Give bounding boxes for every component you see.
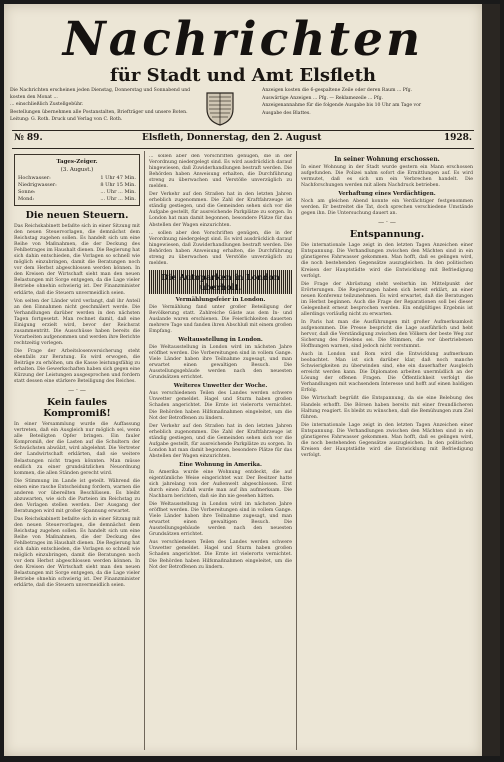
info-line: Anzeigen kosten die 6-gespaltene Zeile oder deren Raum ... Pfg. <box>262 88 412 93</box>
article-text: Das Reichskabinett befaßte sich in einer Sitzung mit den neuen Steuervorlagen, die demnächst dem Reichstag zugehen sollen. Es handelt sich um eine Reihe von Maßnahmen, die der Deckung des Fehlbetrages im Haushalt dienen. Die Regierung hat sich dahin entschieden, die Vorlagen so schnell wie möglich einzubringen, damit die Beratungen noch vor dem Herbst abgeschlossen werden können. In den Kreisen der Wirtschaft sieht man den neuen Belastungen mit Sorge entgegen, da die Lage vieler Betriebe ohnehin schwierig ist. Der Finanzminister erklärte, daß die Steuern unvermeidlich seien. <box>14 224 140 296</box>
tides-label: Mond: <box>18 196 35 202</box>
page-binding <box>482 4 500 756</box>
masthead-subtitle: für Stadt und Amt Elsfleth <box>110 65 376 86</box>
tides-label: Hochwasser: <box>18 175 51 181</box>
tides-label: Sonne: <box>18 189 36 195</box>
article-text: Die Weltausstellung in London wird im nächsten Jahre eröffnet werden. Die Vorbereitungen sind in vollem Gange. Viele Länder haben ihre Teilnahme zugesagt, und man erwartet einen gewaltigen Besuch. Die Ausstellungsgebäude werden nach den neuesten Grundsätzen errichtet. <box>149 345 292 381</box>
tides-subtitle: (3. August.) <box>60 167 94 173</box>
town-crest-icon <box>205 91 235 127</box>
article-text: Die internationale Lage zeigt in den letzten Tagen Anzeichen einer Entspannung. Die Verhandlungen zwischen den Mächten sind in ein günstigeres Fahrwasser gekommen. Man hofft, daß es gelingen wird, die noch bestehenden Gegensätze auszugleichen. In den politischen Kreisen der Hauptstädte wird die Entwicklung mit Befriedigung verfolgt. <box>301 243 473 279</box>
divider-ornament: — · — <box>378 219 396 227</box>
top-rule <box>12 130 474 131</box>
dateline <box>14 133 472 147</box>
tides-row <box>18 175 136 182</box>
article-text: ... sollen aber den Vorschriften genügen, die in der Verordnung niedergelegt sind. Es wird ausdrücklich darauf hingewiesen, daß Zuwiderhandlungen bestraft werden. Die Behörden haben Anweisung erhalten, die Durchführung streng zu überwachen und Verstöße unverzüglich zu melden. <box>149 154 292 190</box>
subhead-london: Vermählungsfeier in London. <box>175 296 266 303</box>
article-text: Die Frage der Abrüstung steht weiterhin im Mittelpunkt der Erörterungen. Die Regierungen haben sich bereit erklärt, an einer neuen Konferenz teilzunehmen. Es wird erwartet, daß die Beratungen im Herbst beginnen. Auch die Frage der Reparationen soll bei dieser Gelegenheit erneut besprochen werden. Ein endgültiges Ergebnis ist allerdings vorläufig nicht zu erwarten. <box>301 281 473 317</box>
tides-value: 1 Uhr 47 Min. <box>100 175 136 181</box>
headline-wohnung: In seiner Wohnung erschossen. <box>334 156 440 163</box>
masthead-title: Nachrichten <box>62 12 424 67</box>
article-text: Die Wirtschaft begrüßt die Entspannung, da sie eine Belebung des Handels erhofft. Die Börsen haben bereits mit einer freundlicheren Haltung reagiert. Es bleibt zu wünschen, daß die Bemühungen zum Ziel führen. <box>301 396 473 420</box>
subhead-london: Weltausstellung in London. <box>178 337 263 344</box>
article-text: Aus verschiedenen Teilen des Landes werden schwere Unwetter gemeldet. Hagel und Sturm haben großen Schaden angerichtet. Die Ernte ist vielerorts vernichtet. Die Behörden haben Hilfsmaßnahmen eingeleitet, um die Not der Betroffenen zu lindern. <box>149 391 292 421</box>
tides-row <box>18 196 136 203</box>
headline-kompromiss: Kein faules Kompromiß! <box>43 397 111 420</box>
tides-label: Niedrigwasser: <box>18 182 57 188</box>
tides-box <box>14 154 140 206</box>
article-text: Der Verkehr auf den Straßen hat in den letzten Jahren erheblich zugenommen. Die Zahl der Kraftfahrzeuge ist ständig gestiegen, und die Gemeinden sehen sich vor die Aufgabe gestellt, für ausreichende Parkplätze zu sorgen. In London hat man damit begonnen, besondere Plätze für das Abstellen der Wagen einzurichten. <box>149 423 292 459</box>
article-text: Die Frage der Arbeitslosenversicherung steht ebenfalls zur Beratung. Es wird erwogen, die Beiträge zu erhöhen, um die Kasse leistungsfähig zu erhalten. Die Gewerkschaften haben sich gegen eine Kürzung der Leistungen ausgesprochen und fordern statt dessen eine stärkere Beteiligung des Reiches. <box>14 348 140 385</box>
divider-ornament: — · — <box>68 387 86 395</box>
column-separator <box>296 151 297 750</box>
info-line: Leitung: G. Roth. Druck und Verlag von C. Roth. <box>10 117 123 123</box>
column-separator <box>144 151 145 750</box>
column-1 <box>14 154 140 750</box>
subhead-london: Weiteres Unwetter der Woche. <box>173 383 268 390</box>
advertising-info <box>262 88 474 118</box>
article-text: In einer Versammlung wurde die Auffassung vertreten, daß ein Ausgleich nur möglich sei, wenn alle Beteiligten Opfer bringen. Ein fauler Kompromiß, der die Lasten auf die Schultern der Schwächsten abwälzt, wird abgelehnt. Die Vertreter der Landwirtschaft erklärten, daß sie weitere Belastungen nicht tragen könnten. Man müsse endlich zu einer grundsätzlichen Neuordnung kommen, die allen Ständen gerecht wird. <box>14 422 140 476</box>
tides-row <box>18 189 136 196</box>
article-text: Von seiten der Länder wird verlangt, daß ihr Anteil an den Einnahmen nicht geschmälert werde. Die Verhandlungen darüber werden in den nächsten Tagen fortgesetzt. Man rechnet damit, daß eine Einigung erzielt wird, bevor der Reichsrat zusammentritt. Die Ausschüsse haben bereits die Vorarbeiten aufgenommen und werden ihre Berichte rechtzeitig vorlegen. <box>14 298 140 346</box>
article-text: Die Stimmung im Lande ist geteilt. Während die einen eine rasche Entscheidung fordern, warnen die anderen vor übereilten Beschlüssen. Es bleibt abzuwarten, wie sich die Parteien im Reichstag zu den Vorlagen stellen werden. Der Ausgang der Beratungen wird mit großer Spannung erwartet. <box>14 478 140 514</box>
article-text: In Paris hat man die Ausführungen mit großer Aufmerksamkeit aufgenommen. Die Presse bespricht die Lage ausführlich und hebt hervor, daß die Verständigung zwischen den Völkern der beste Weg zur Sicherung des Friedens sei. Die Stimmen, die vor übertriebenen Hoffnungen warnen, sind jedoch nicht verstummt. <box>301 319 473 350</box>
article-text: Aus verschiedenen Teilen des Landes werden schwere Unwetter gemeldet. Hagel und Sturm haben großen Schaden angerichtet. Die Ernte ist vielerorts vernichtet. Die Behörden haben Hilfsmaßnahmen eingeleitet, um die Not der Betroffenen zu lindern. <box>149 540 292 570</box>
subhead-london: Eine Wohnung in Amerika. <box>179 461 262 468</box>
info-line: Die Nachrichten erscheinen jeden Dienstag, Donnerstag und Sonnabend und kosten den Monat ... <box>10 88 191 100</box>
info-line: Ausgabe des Blattes. <box>262 110 311 116</box>
article-text: ... sollen aber den Vorschriften genügen, die in der Verordnung niedergelegt sind. Es wird ausdrücklich darauf hingewiesen, daß Zuwiderhandlungen bestraft werden. Die Behörden haben Anweisung erhalten, die Durchführung streng zu überwachen und Verstöße unverzüglich zu melden. <box>149 230 292 266</box>
info-line: Auswärtige Anzeigen ... Pfg. — Reklamezeile ... Pfg. <box>262 95 383 101</box>
bottom-rule <box>12 148 474 149</box>
info-line: Anzeigenannahme für die folgende Ausgabe bis 10 Uhr am Tage vor <box>262 103 422 109</box>
headline-london: Die Autoparken in London überholt. <box>149 270 292 294</box>
headline-steuern: Die neuen Steuern. <box>25 210 129 221</box>
column-2 <box>149 154 292 750</box>
article-text: Die internationale Lage zeigt in den letzten Tagen Anzeichen einer Entspannung. Die Verhandlungen zwischen den Mächten sind in ein günstigeres Fahrwasser gekommen. Man hofft, daß es gelingen wird, die noch bestehenden Gegensätze auszugleichen. In den politischen Kreisen der Hauptstädte wird die Entwicklung mit Befriedigung verfolgt. <box>301 422 473 458</box>
article-text: In einer Wohnung in der Stadt wurde gestern ein Mann erschossen aufgefunden. Die Polizei nahm sofort die Ermittlungen auf. Es wird vermutet, daß es sich um ein Verbrechen handelt. Die Nachforschungen werden mit allem Nachdruck betrieben. <box>301 165 473 189</box>
issue-date: Elsfleth, Donnerstag, den 2. August <box>142 133 322 143</box>
tides-title: Tages-Zeiger. <box>56 159 98 165</box>
info-line: ... einschließlich Zustellgebühr. <box>10 102 84 108</box>
tides-value: ... Uhr ... Min. <box>100 189 136 195</box>
issue-number: № 89. <box>14 133 43 143</box>
article-text: Die Weltausstellung in London wird im nächsten Jahre eröffnet werden. Die Vorbereitungen sind in vollem Gange. Viele Länder haben ihre Teilnahme zugesagt, und man erwartet einen gewaltigen Besuch. Die Ausstellungsgebäude werden nach den neuesten Grundsätzen errichtet. <box>149 502 292 538</box>
tides-value: ... Uhr ... Min. <box>100 196 136 202</box>
article-text: Noch am gleichen Abend konnte ein Verdächtiger festgenommen werden. Er bestreitet die Tat, doch sprechen verschiedene Umstände gegen ihn. Die Untersuchung dauert an. <box>301 199 473 217</box>
column-3 <box>301 154 473 750</box>
headline-entspannung: Entspannung. <box>349 229 425 241</box>
article-text: Auch in London und Rom wird die Entwicklung aufmerksam beobachtet. Man ist sich darüber klar, daß noch manche Schwierigkeiten zu überwinden sind, ehe ein dauerhafter Ausgleich erreicht werden kann. Die Diplomaten arbeiten unermüdlich an der Lösung der offenen Fragen. Die Öffentlichkeit verfolgt die Verhandlungen mit wachsendem Interesse und hofft auf einen baldigen Erfolg. <box>301 352 473 394</box>
article-text: Der Verkehr auf den Straßen hat in den letzten Jahren erheblich zugenommen. Die Zahl der Kraftfahrzeuge ist ständig gestiegen, und die Gemeinden sehen sich vor die Aufgabe gestellt, für ausreichende Parkplätze zu sorgen. In London hat man damit begonnen, besondere Plätze für das Abstellen der Wagen einzurichten. <box>149 192 292 228</box>
subscription-info <box>10 88 198 125</box>
tides-value: 8 Uhr 15 Min. <box>100 182 136 188</box>
newspaper-page <box>4 4 482 756</box>
subhead-wohnung: Verhaftung eines Verdächtigen. <box>338 191 436 198</box>
article-text: Die Vermählung fand unter großer Beteiligung der Bevölkerung statt. Zahlreiche Gäste aus dem In- und Auslande waren erschienen. Die Feierlichkeiten dauerten mehrere Tage und fanden ihren Abschluß mit einem großen Empfang. <box>149 304 292 335</box>
article-text: Das Reichskabinett befaßte sich in einer Sitzung mit den neuen Steuervorlagen, die demnächst dem Reichstag zugehen sollen. Es handelt sich um eine Reihe von Maßnahmen, die der Deckung des Fehlbetrages im Haushalt dienen. Die Regierung hat sich dahin entschieden, die Vorlagen so schnell wie möglich einzubringen, damit die Beratungen noch vor dem Herbst abgeschlossen werden können. In den Kreisen der Wirtschaft sieht man den neuen Belastungen mit Sorge entgegen, da die Lage vieler Betriebe ohnehin schwierig ist. Der Finanzminister erklärte, daß die Steuern unvermeidlich seien. <box>14 516 140 589</box>
article-text: In Amerika wurde eine Wohnung entdeckt, die auf eigentümliche Weise eingerichtet war. Der Besitzer hatte sich jahrelang von der Außenwelt abgeschlossen. Erst durch einen Zufall wurde man auf ihn aufmerksam. Die Nachbarn berichten, daß sie ihn nie gesehen hätten. <box>149 469 292 500</box>
issue-year: 1928. <box>443 133 472 143</box>
tides-row <box>18 182 136 189</box>
info-line: Bestellungen übernehmen alle Postanstalten, Briefträger und unsere Boten. <box>10 109 188 115</box>
